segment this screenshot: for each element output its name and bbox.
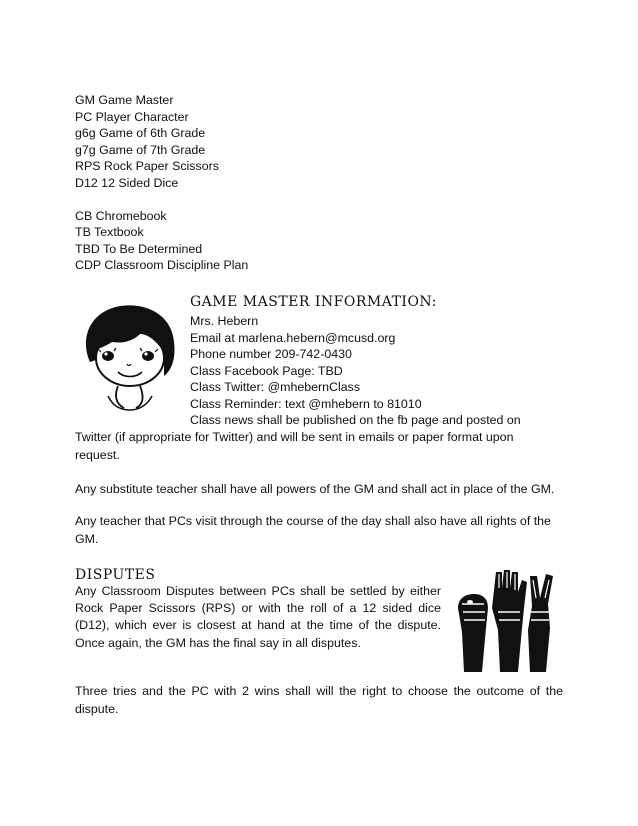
gm-phone: Phone number 209-742-0430 — [190, 347, 352, 361]
abbreviation-rps: RPS Rock Paper Scissors — [75, 159, 219, 173]
abbreviation-tbd: TBD To Be Determined — [75, 242, 203, 256]
abbreviation-tb: TB Textbook — [75, 225, 144, 239]
rock-paper-scissors-hands-illustration — [452, 568, 564, 672]
gm-reminder: Class Reminder: text @mhebern to 81010 — [190, 397, 422, 411]
abbreviation-g7g: g7g Game of 7th Grade — [75, 143, 206, 157]
abbreviation-cdp: CDP Classroom Discipline Plan — [75, 258, 249, 272]
abbreviation-g6g: g6g Game of 6th Grade — [75, 126, 206, 140]
girl-face-illustration — [78, 300, 183, 415]
visiting-teacher-paragraph: Any teacher that PCs visit through the course of the day shall also have all rights of the GM. — [75, 514, 551, 546]
substitute-paragraph: Any substitute teacher shall have all powers of the GM and shall act in place of the GM. — [75, 482, 555, 496]
gm-news-continuation: Twitter (if appropriate for Twitter) and will be sent in emails or paper format upon request. — [75, 430, 514, 462]
abbreviation-d12: D12 12 Sided Dice — [75, 176, 179, 190]
gm-info-heading: GAME MASTER INFORMATION: — [190, 294, 437, 310]
abbreviation-gm: GM Game Master — [75, 93, 174, 107]
gm-email: Email at marlena.hebern@mcusd.org — [190, 331, 396, 345]
gm-facebook: Class Facebook Page: TBD — [190, 364, 343, 378]
three-tries-paragraph: Three tries and the PC with 2 wins shall will the right to choose the outcome of the dispute. — [75, 684, 563, 716]
gm-twitter: Class Twitter: @mhebernClass — [190, 380, 361, 394]
abbreviation-cb: CB Chromebook — [75, 209, 167, 223]
disputes-heading: DISPUTES — [75, 567, 156, 583]
gm-name: Mrs. Hebern — [190, 314, 259, 328]
abbreviation-pc: PC Player Character — [75, 110, 189, 124]
gm-news-line: Class news shall be published on the fb page and posted on — [190, 413, 521, 427]
disputes-paragraph: Any Classroom Disputes between PCs shall be settled by either Rock Paper Scissors (RPS) or with the roll of a 12 sided dice (D12), which ever is closest at hand at the time of the dispute. Once again, the GM has the final say in all disputes. — [75, 584, 441, 650]
